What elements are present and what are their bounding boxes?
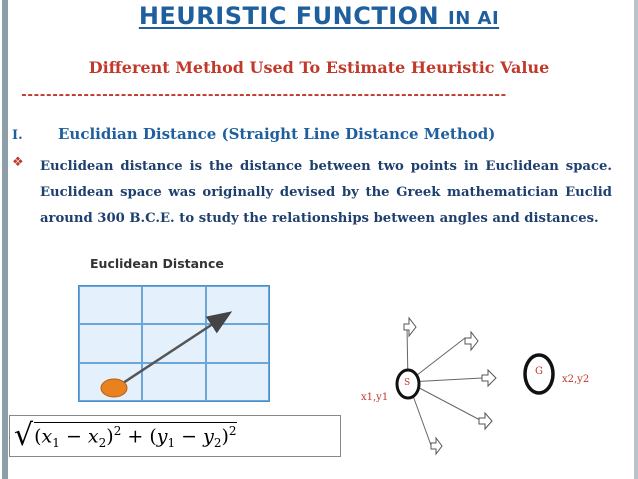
title-suffix: IN AI [448, 8, 500, 29]
goal-node-label: G [535, 366, 543, 377]
section-number: I. [12, 128, 23, 143]
section-title: Euclidian Distance (Straight Line Distance Method) [58, 125, 496, 143]
diagram-title: Euclidean Distance [90, 256, 224, 271]
goal-coordinates-label: x2,y2 [562, 374, 590, 385]
divider-line: ------------------------------------------------------------------------------ [20, 88, 506, 103]
diamond-bullet-icon: ❖ [12, 155, 24, 170]
euclidean-formula [9, 415, 341, 457]
start-point-dot [101, 379, 127, 397]
start-coordinates-label: x1,y1 [361, 392, 389, 403]
formula-expression: $(x_1 - x_2)^2 + (y_1 - y_2)^2$ [34, 423, 237, 451]
slide-subtitle: Different Method Used To Estimate Heuristic Value [88, 58, 550, 77]
title-main: HEURISTIC FUNCTION [138, 2, 440, 30]
distance-arrow [120, 314, 228, 385]
square-root-symbol: √ [14, 418, 34, 453]
bullet-text: Euclidean distance is the distance between two points in Euclidean space. Euclidean space was originally devised by the Greek mathematician Euclid around 300 B.C.E. to study the relationships between angles and distances. [40, 159, 612, 226]
start-node-label: S [404, 378, 411, 388]
